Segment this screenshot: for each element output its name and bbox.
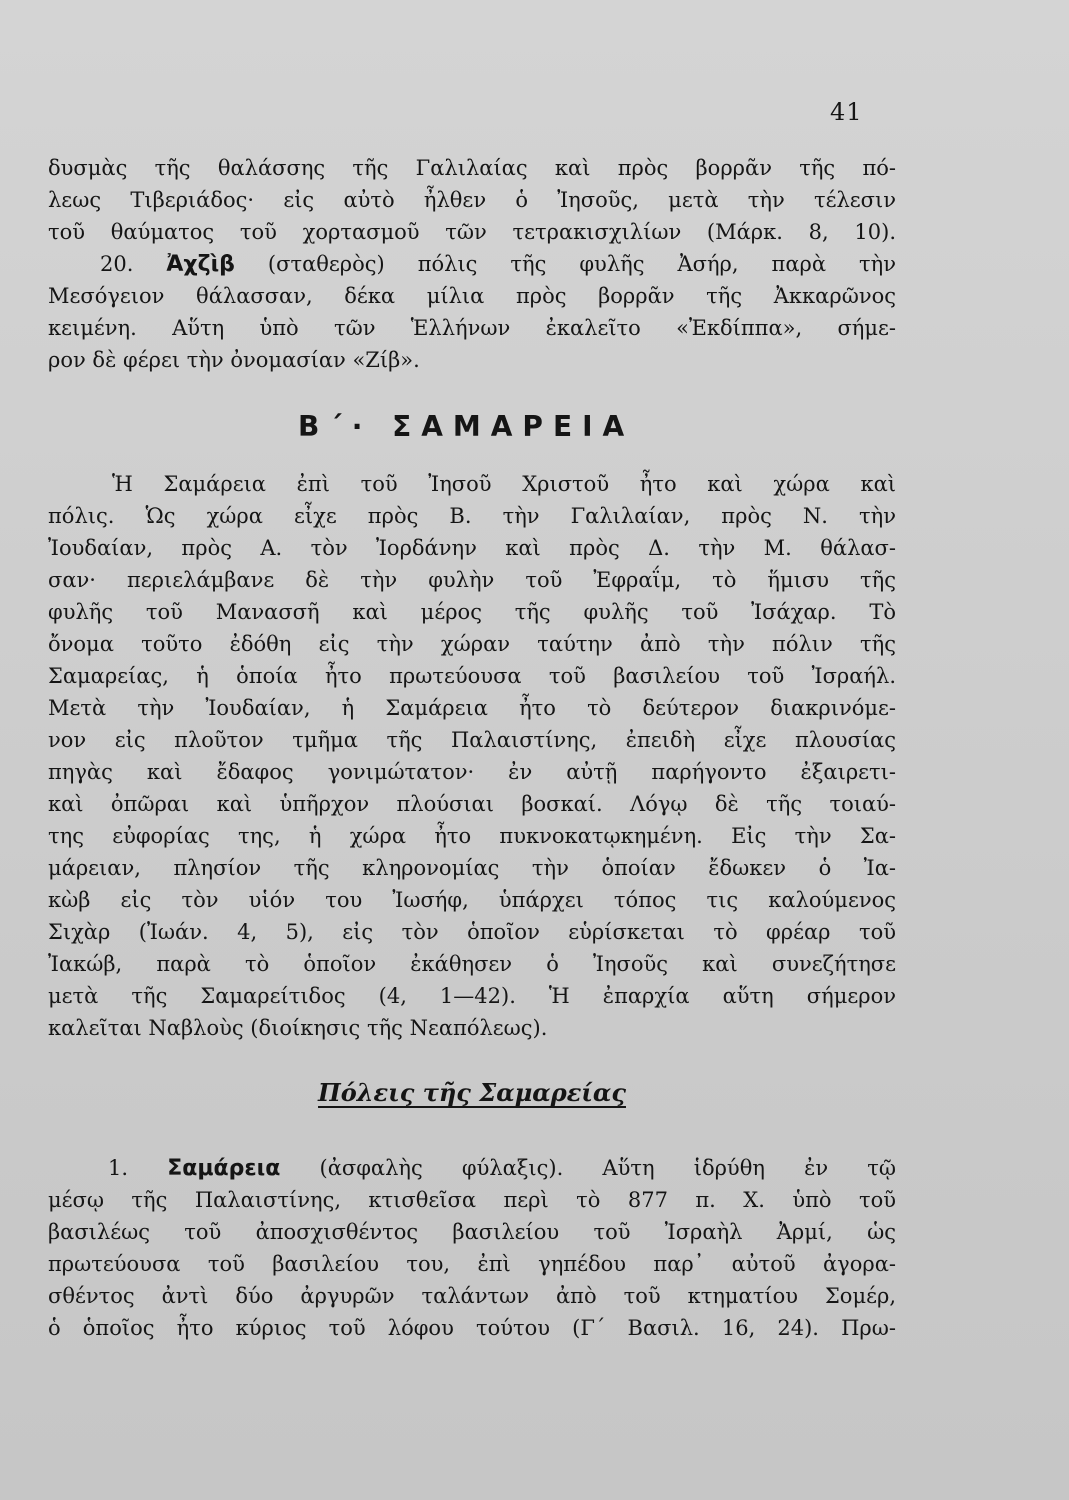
text-line: βασιλέως τοῦ ἀποσχισθέντος βασιλείου τοῦ Ἰσραὴλ Ἀρμί, ὡς	[48, 1220, 896, 1244]
text-line: ὄνομα τοῦτο ἐδόθη εἰς τὴν χώραν ταύτην ἀπὸ τὴν πόλιν τῆς	[48, 632, 896, 656]
entry-term: Σαμάρεια	[167, 1156, 281, 1181]
entry-first-line	[48, 248, 896, 280]
entry-achzib	[48, 248, 896, 376]
text-line: Ἰουδαίαν, πρὸς Α. τὸν Ἰορδάνην καὶ πρὸς Δ. τὴν Μ. θάλασ-	[48, 536, 896, 560]
text-line: καὶ ὀπῶραι καὶ ὑπῆρχον πλούσιαι βοσκαί. Λόγῳ δὲ τῆς τοιαύ-	[48, 792, 896, 816]
text-line: κειμένη. Αὕτη ὑπὸ τῶν Ἑλλήνων ἐκαλεῖτο «Ἐκδίππα», σήμε-	[48, 316, 896, 340]
entry-number: 20.	[100, 252, 134, 276]
text-line: σθέντος ἀντὶ δύο ἀργυρῶν ταλάντων ἀπὸ τοῦ κτηματίου Σομέρ,	[48, 1284, 896, 1308]
text-line: Μετὰ τὴν Ἰουδαίαν, ἡ Σαμάρεια ἦτο τὸ δεύτερον διακρινόμε-	[48, 696, 896, 720]
text-line: πηγὰς καὶ ἔδαφος γονιμώτατον· ἐν αὐτῇ παρήγοντο ἐξαιρετι-	[48, 760, 896, 784]
text-line: σαν· περιελάμβανε δὲ τὴν φυλὴν τοῦ Ἐφραΐμ, τὸ ἥμισυ τῆς	[48, 568, 896, 592]
intro-paragraph	[48, 152, 896, 248]
entry-number: 1.	[108, 1156, 129, 1180]
page-body	[48, 152, 896, 1344]
text-line: μάρειαν, πλησίον τῆς κληρονομίας τὴν ὁποίαν ἔδωκεν ὁ Ἰα-	[48, 856, 896, 880]
entry-term: Ἀχζὶβ	[166, 252, 235, 277]
text-line: Μεσόγειον θάλασσαν, δέκα μίλια πρὸς βορρᾶν τῆς Ἀκκαρῶνος	[48, 284, 896, 308]
text-line: λεως Τιβεριάδος· εἰς αὐτὸ ἦλθεν ὁ Ἰησοῦς, μετὰ τὴν τέλεσιν	[48, 188, 896, 212]
text-line: μέσῳ τῆς Παλαιστίνης, κτισθεῖσα περὶ τὸ 877 π. Χ. ὑπὸ τοῦ	[48, 1188, 896, 1212]
text-line: πόλις. Ὡς χώρα εἶχε πρὸς Β. τὴν Γαλιλαίαν, πρὸς Ν. τὴν	[48, 504, 896, 528]
text-line: τοῦ θαύματος τοῦ χορτασμοῦ τῶν τετρακισχιλίων (Μάρκ. 8, 10).	[48, 220, 896, 244]
text-line: της εὐφορίας της, ἡ χώρα ἦτο πυκνοκατῳκημένη. Εἰς τὴν Σα-	[48, 824, 896, 848]
text-line: πρωτεύουσα τοῦ βασιλείου του, ἐπὶ γηπέδου παρ᾽ αὐτοῦ ἀγορα-	[48, 1252, 896, 1276]
entry-samaria-city	[48, 1152, 896, 1344]
text-line: Ἰακώβ, παρὰ τὸ ὁποῖον ἐκάθησεν ὁ Ἰησοῦς καὶ συνεζήτησε	[48, 952, 896, 976]
text-line: μετὰ τῆς Σαμαρείτιδος (4, 1—42). Ἡ ἐπαρχία αὕτη σήμερον	[48, 984, 896, 1008]
entry-text: (σταθερὸς) πόλις τῆς φυλῆς Ἀσήρ, παρὰ τὴν	[267, 252, 896, 276]
entry-text: (ἀσφαλὴς φύλαξις). Αὕτη ἱδρύθη ἐν τῷ	[319, 1156, 896, 1180]
text-line: καλεῖται Ναβλοὺς (διοίκησις τῆς Νεαπόλεως).	[48, 1016, 548, 1040]
text-line: Σαμαρείας, ἡ ὁποία ἦτο πρωτεύουσα τοῦ βασιλείου τοῦ Ἰσραήλ.	[48, 664, 896, 688]
samaria-paragraph	[48, 468, 896, 1044]
text-line: νον εἰς πλοῦτον τμῆμα τῆς Παλαιστίνης, ἐπειδὴ εἶχε πλουσίας	[48, 728, 896, 752]
subsection-heading: Πόλεις τῆς Σαμαρείας	[318, 1078, 626, 1107]
section-heading: Β΄· ΣΑΜΑΡΕΙΑ	[298, 410, 635, 443]
text-line: κὼβ εἰς τὸν υἱόν του Ἰωσήφ, ὑπάρχει τόπος τις καλούμενος	[48, 888, 896, 912]
page-number: 41	[830, 98, 863, 126]
text-line: Σιχὰρ (Ἰωάν. 4, 5), εἰς τὸν ὁποῖον εὑρίσκεται τὸ φρέαρ τοῦ	[48, 920, 896, 944]
text-line: φυλῆς τοῦ Μανασσῆ καὶ μέρος τῆς φυλῆς τοῦ Ἰσάχαρ. Τὸ	[48, 600, 896, 624]
text-line: δυσμὰς τῆς θαλάσσης τῆς Γαλιλαίας καὶ πρὸς βορρᾶν τῆς πό-	[48, 156, 896, 180]
text-line: ὁ ὁποῖος ἦτο κύριος τοῦ λόφου τούτου (Γ΄ Βασιλ. 16, 24). Πρω-	[48, 1316, 896, 1340]
text-line: Ἡ Σαμάρεια ἐπὶ τοῦ Ἰησοῦ Χριστοῦ ἦτο καὶ χώρα καὶ	[112, 472, 896, 496]
text-line: ρον δὲ φέρει τὴν ὀνομασίαν «Ζίβ».	[48, 348, 420, 372]
entry-first-line	[48, 1152, 896, 1184]
